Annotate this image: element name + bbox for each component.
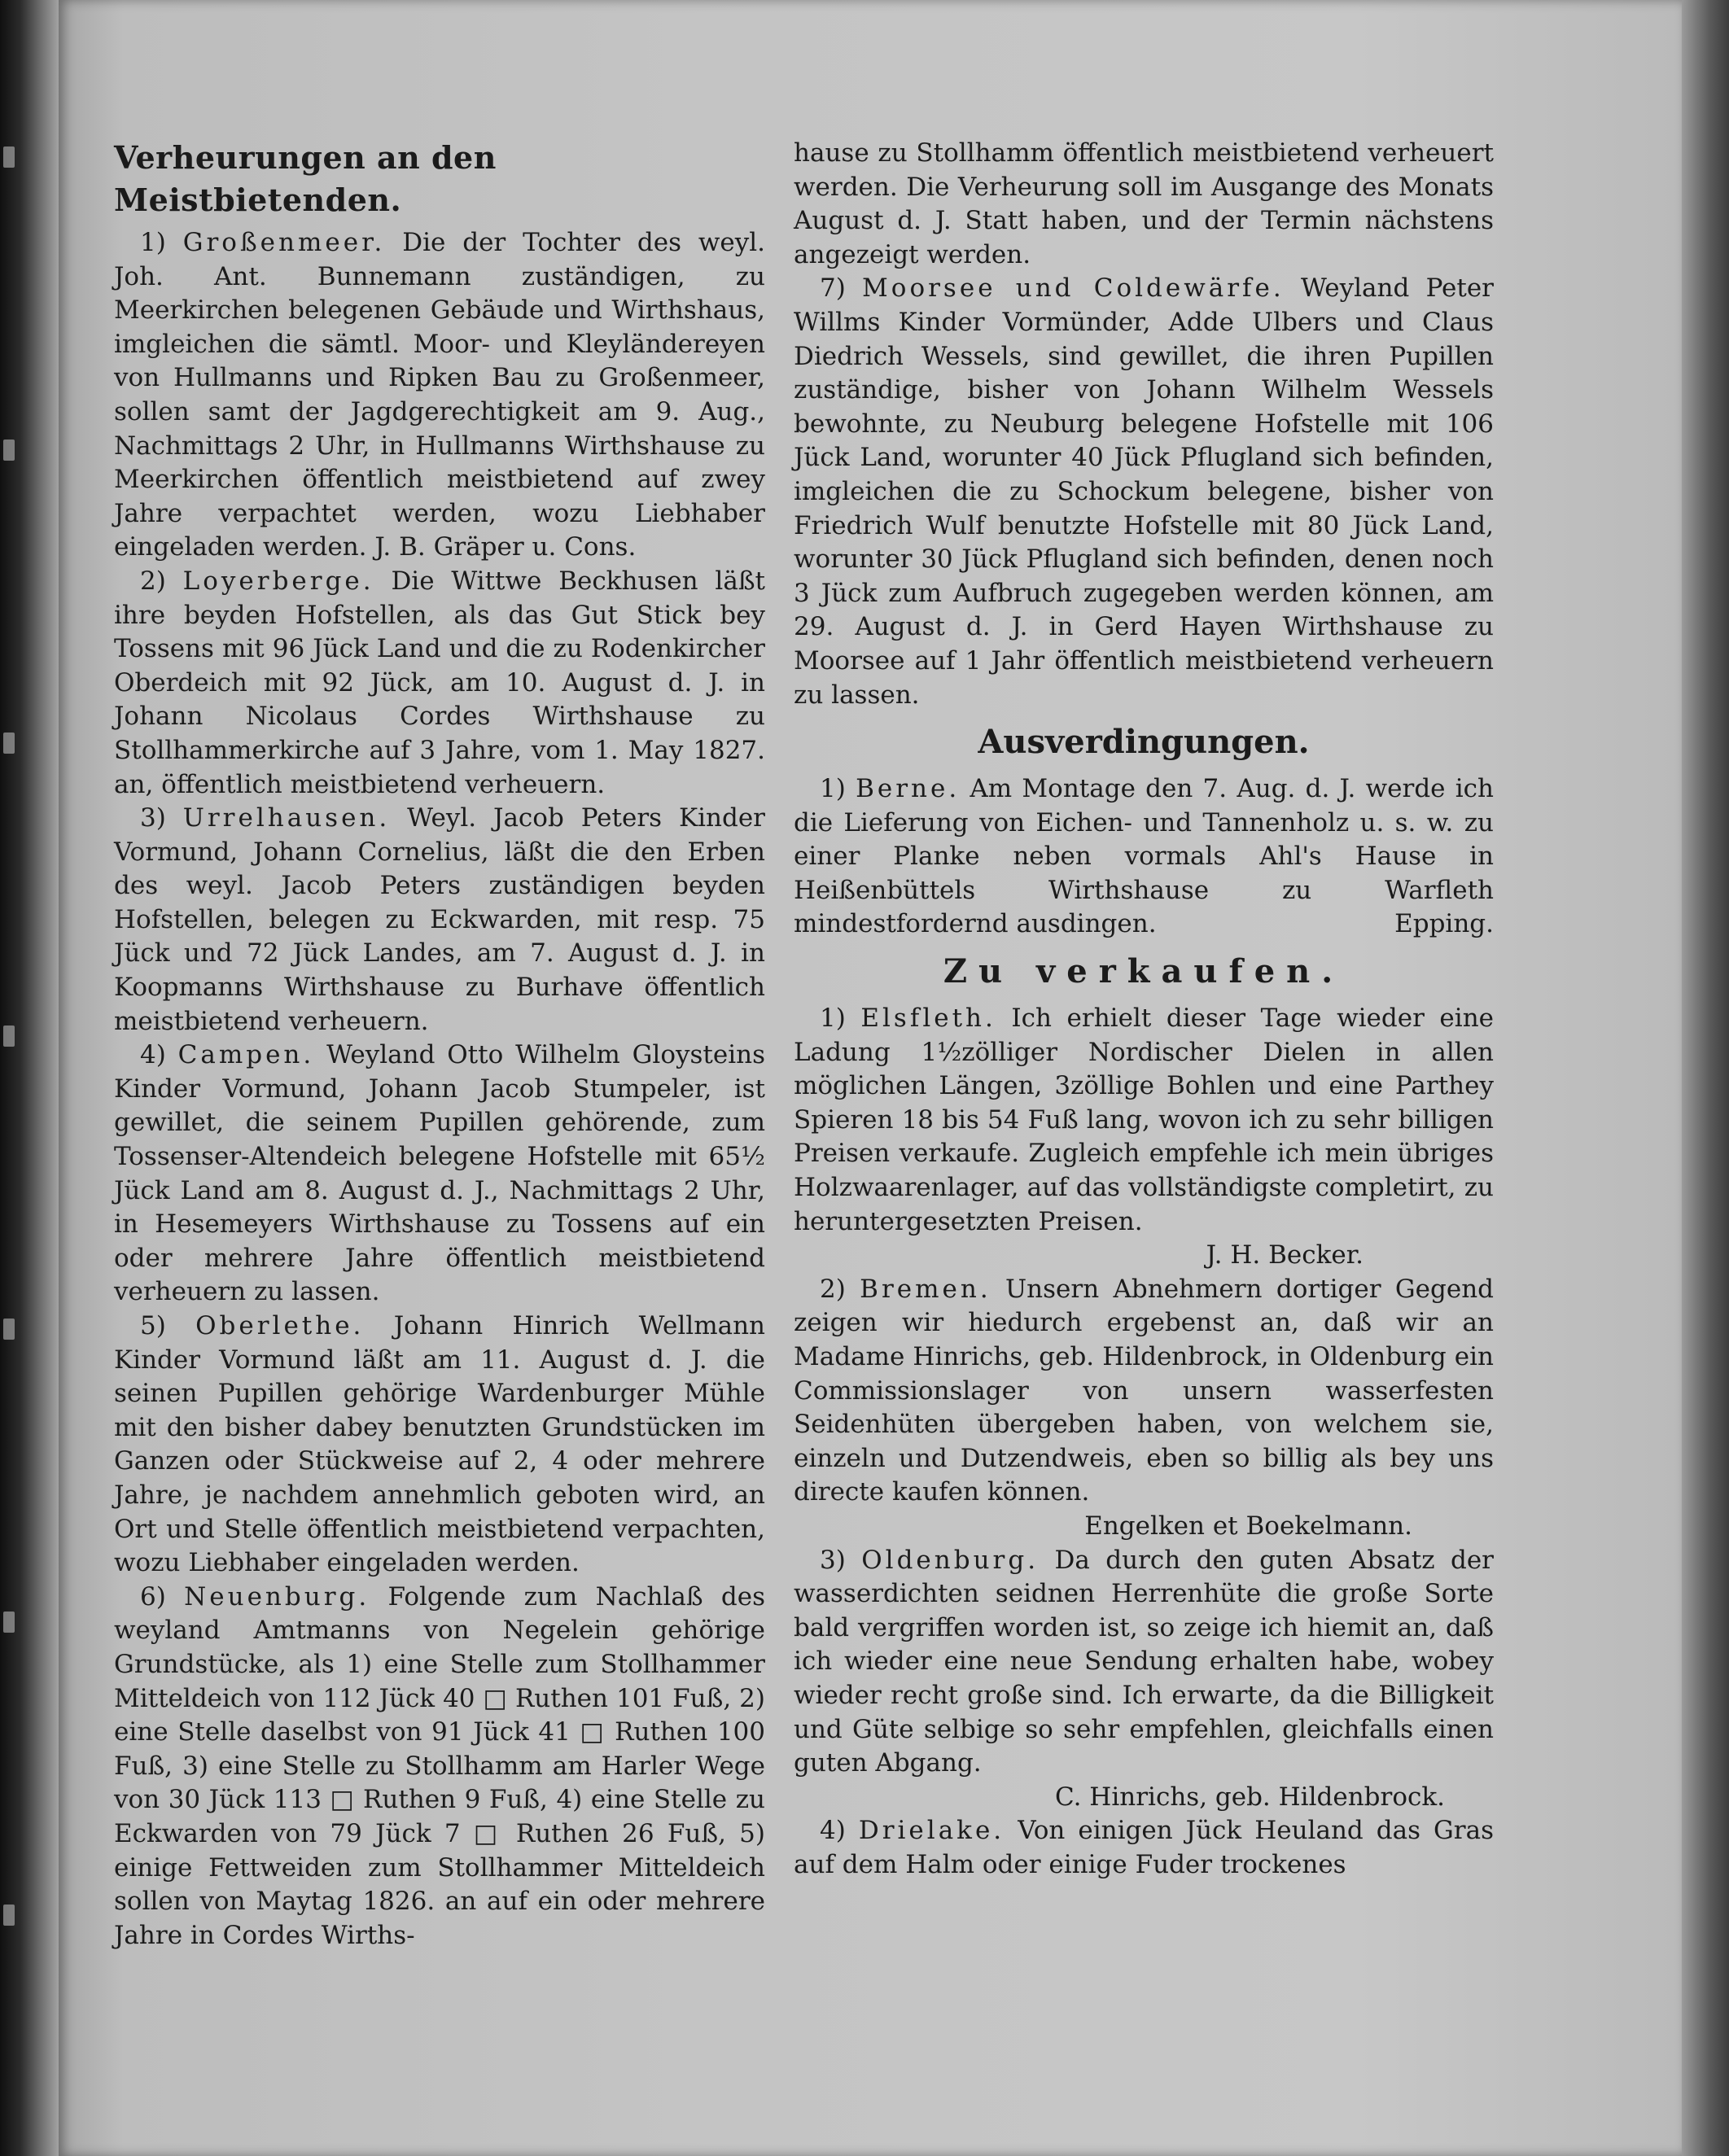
spine-mark (3, 1026, 15, 1047)
notice-signature: Engelken et Boekelmann. (1084, 1511, 1412, 1541)
spine-mark (3, 147, 15, 168)
right-column (794, 137, 1494, 1883)
notice-signature: Epping. (1394, 909, 1494, 939)
notice-place: Bremen. (860, 1274, 991, 1304)
spine-mark (3, 440, 15, 461)
notice-text: Die Wittwe Beckhusen läßt ihre beyden Hofstellen, als das Gut Stick bey Tossens mit 96 Jück Land und die zu Rodenkircher Oberdeich mit 92 Jück, am 10. August d. J. in Johann Nicolaus Cordes Wirthshause zu Stollhammerkirche auf 3 Jahre, vom 1. May 1827. an, öffentlich meistbietend verheuern. (114, 566, 765, 799)
notice-place: Großenmeer. (182, 228, 386, 257)
spine-mark (3, 733, 15, 754)
sale-4 (794, 1814, 1494, 1882)
notice-number: 3) (820, 1545, 846, 1575)
notice-signature: J. B. Gräper u. Cons. (374, 532, 637, 562)
notice-place: Moorsee und Coldewärfe. (862, 273, 1285, 304)
notice-text: Da durch den guten Absatz der wasserdichten seidnen Herrenhüte die große Sorte bald vergriffen worden ist, so zeige ich hiemit an, daß ich wieder eine neue Sendung erhalten habe, wobey wieder recht große sind. Ich erwarte, da die Billigkeit und Güte selbige so sehr empfehlen, gleichfalls einen guten Abgang. (794, 1545, 1495, 1778)
notice-number: 2) (820, 1274, 846, 1304)
notice-4 (114, 1039, 765, 1310)
notice-3 (114, 802, 765, 1039)
notice-signature: C. Hinrichs, geb. Hildenbrock. (1054, 1782, 1445, 1812)
notice-signature: J. H. Becker. (1206, 1240, 1364, 1270)
notice-place: Oldenburg. (861, 1545, 1040, 1575)
section-heading-zu-verkaufen: Zu verkaufen. (943, 952, 1345, 991)
notice-place: Elsfleth. (860, 1004, 996, 1034)
sale-1 (794, 1002, 1494, 1239)
sale-3 (794, 1544, 1494, 1781)
notice-text: Weyland Otto Wilhelm Gloysteins Kinder Vormund, Johann Jacob Stumpeler, ist gewillet, die seinem Pupillen gehörende, zum Tossenser-Altendeich belegene Hofstelle mit 65½ Jück Land am 8. August d. J., Nachmittags 2 Uhr, in Hesemeyers Wirthshause zu Tossens auf ein oder mehrere Jahre öffentlich meistbietend verheuern zu lassen. (114, 1040, 765, 1307)
sale-2 (794, 1273, 1494, 1510)
notice-place: Loyerberge. (182, 566, 374, 596)
spine-mark (3, 1319, 15, 1340)
notice-number: 1) (820, 1004, 846, 1034)
notice-number: 3) (140, 803, 166, 833)
notice-number: 1) (820, 774, 846, 804)
page-edge (1682, 0, 1729, 2156)
notice-2 (114, 565, 765, 802)
notice-number: 1) (140, 228, 166, 257)
left-column (114, 137, 765, 1953)
notice-number: 2) (140, 566, 166, 596)
notice-number: 7) (820, 273, 846, 304)
ausverdingung-1 (794, 772, 1494, 942)
spine-mark (3, 1612, 15, 1633)
notice-1 (114, 226, 765, 565)
notice-place: Oberlethe. (195, 1311, 365, 1340)
notice-text: Ich erhielt dieser Tage wieder eine Ladung 1½zölliger Nordischer Dielen in allen möglichen Längen, 3zöllige Bohlen und eine Parthey Spieren 18 bis 54 Fuß lang, wovon ich zu sehr billigen Preisen verkaufe. Zugleich empfehle ich mein übriges Holzwaarenlager, auf das vollständigste completirt, zu heruntergesetzten Preisen. (794, 1004, 1495, 1236)
notice-text: Weyl. Jacob Peters Kinder Vormund, Johann Cornelius, läßt die den Erben des weyl. Jacob Peters zuständigen beyden Hofstellen, belegen zu Eckwarden, mit resp. 75 Jück und 72 Jück Landes, am 7. August d. J. in Koopmanns Wirthshause zu Burhave öffentlich meistbietend verheuern. (114, 803, 765, 1036)
notice-text: Die der Tochter des weyl. Joh. Ant. Bunnemann zuständigen, zu Meerkirchen belegenen Gebäude und Wirthshaus, imgleichen die sämtl. Moor- und Kleyländereyen von Hullmanns und Ripken Bau zu Großenmeer, sollen samt der Jagdgerechtigkeit am 9. Aug., Nachmittags 2 Uhr, in Hullmanns Wirthshause zu Meerkirchen öffentlich meistbietend auf zwey Jahre verpachtet werden, wozu Liebhaber eingeladen werden. (114, 228, 766, 562)
notice-text: Johann Hinrich Wellmann Kinder Vormund läßt am 11. August d. J. die seinen Pupillen gehörige Wardenburger Mühle mit den bisher dabey benutzten Grundstücken im Ganzen oder Stückweise auf 2, 4 oder mehrere Jahre, je nachdem annehmlich geboten wird, an Ort und Stelle öffentlich meistbietend verpachten, wozu Liebhaber eingeladen werden. (114, 1311, 766, 1578)
notice-text: Am Montage den 7. Aug. d. J. werde ich die Lieferung von Eichen- und Tannenholz u. s. w. zu einer Planke neben vormals Ahl's Hause in Heißenbüttels Wirthshause zu Warfleth mindestfordernd ausdingen. (794, 774, 1494, 939)
notice-place: Urrelhausen. (182, 803, 391, 833)
notice-text: Von einigen Jück Heuland das Gras auf dem Halm oder einige Fuder trockenes (794, 1816, 1494, 1879)
section-heading-ausverdingungen: Ausverdingungen. (978, 723, 1310, 762)
notice-7 (794, 272, 1494, 712)
notice-text: Weyland Peter Willms Kinder Vormünder, Adde Ulbers und Claus Diedrich Wessels, sind gewillet, die ihren Pupillen zuständige, bisher von Johann Wilhelm Wessels bewohnte, zu Neuburg belegene Hofstelle mit 106 Jück Land, worunter 40 Jück Pflugland sich befinden, imgleichen die zu Schockum belegene, bisher von Friedrich Wulf benutzte Hofstelle mit 80 Jück Land, worunter 30 Jück Pflugland sich befinden, denen noch 3 Jück zum Aufbruch zugegeben werden können, am 29. August d. J. in Gerd Hayen Wirthshause zu Moorsee auf 1 Jahr öffentlich meistbietend verheuern zu lassen. (794, 273, 1494, 710)
notice-place: Drielake. (858, 1816, 1005, 1846)
notice-place: Campen. (177, 1040, 315, 1070)
notice-number: 4) (820, 1816, 846, 1846)
notice-6 (114, 1581, 765, 1953)
notice-text: Unsern Abnehmern dortiger Gegend zeigen wir hiedurch ergebenst an, daß wir an Madame Hinrichs, geb. Hildenbrock, in Oldenburg ein Commissionslager von unsern wasserfesten Seidenhüten übergeben haben, von welchem sie, einzeln und Dutzendweis, eben so billig als bey uns directe kaufen können. (794, 1274, 1495, 1507)
notice-place: Neuenburg. (184, 1581, 370, 1612)
section-heading-verheurungen: Verheurungen an den Meistbietenden. (114, 139, 497, 218)
notice-text: Folgende zum Nachlaß des weyland Amtmanns von Negelein gehörige Grundstücke, als 1) eine Stelle zum Stollhammer Mitteldeich von 112 Jück 40 □ Ruthen 101 Fuß, 2) eine Stelle daselbst von 91 Jück 41 □ Ruthen 100 Fuß, 3) eine Stelle zu Stollhamm am Harler Wege von 30 Jück 113 □ Ruthen 9 Fuß, 4) eine Stelle zu Eckwarden von 79 Jück 7 □ Ruthen 26 Fuß, 5) einige Fettweiden zum Stollhammer Mitteldeich sollen von Maytag 1826. an auf ein oder mehrere Jahre in Cordes Wirths- (114, 1581, 766, 1950)
notice-number: 6) (140, 1581, 166, 1612)
spine-mark (3, 1905, 15, 1926)
notice-number: 4) (140, 1040, 166, 1070)
book-spine (0, 0, 59, 2156)
notice-5 (114, 1310, 765, 1581)
notice-number: 5) (140, 1311, 166, 1340)
notice-place: Berne. (856, 774, 961, 804)
notice-6-continued: hause zu Stollhamm öffentlich meistbietend verheuert werden. Die Verheurung soll im Ausgange des Monats August d. J. Statt haben, und der Termin nächstens angezeigt werden. (794, 138, 1494, 269)
